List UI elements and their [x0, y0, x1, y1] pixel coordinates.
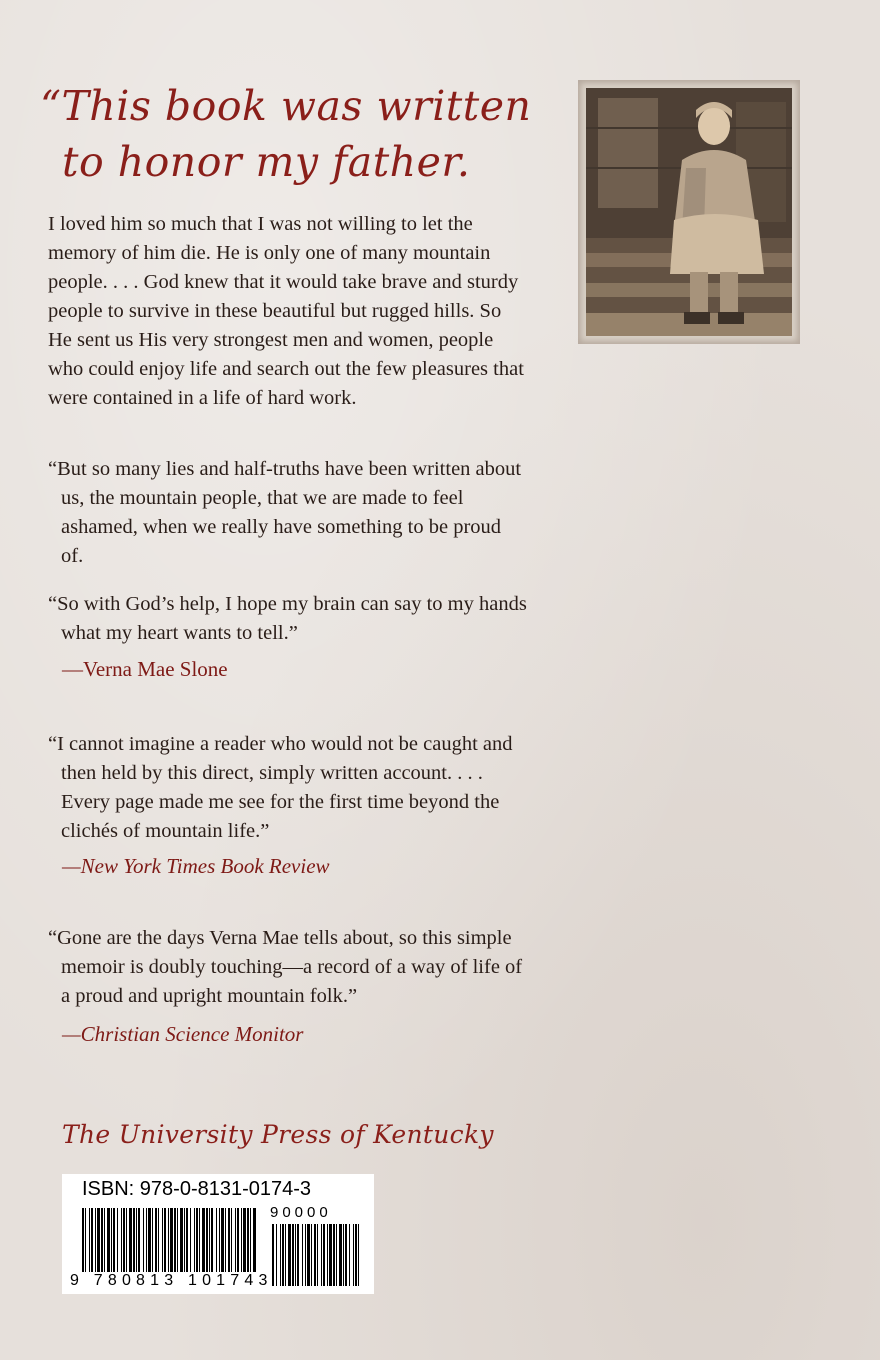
price-bar: [311, 1224, 312, 1286]
barcode-bar: [180, 1208, 183, 1272]
barcode-bar: [219, 1208, 220, 1272]
barcode-bar: [82, 1208, 84, 1272]
intro-paragraph-1: [48, 210, 528, 413]
barcode-bar: [146, 1208, 147, 1272]
barcode-bar: [225, 1208, 226, 1272]
barcode-bar: [101, 1208, 103, 1272]
barcode-bar: [138, 1208, 140, 1272]
barcode-bar: [241, 1208, 242, 1272]
barcode-bar: [162, 1208, 163, 1272]
barcode-bar: [194, 1208, 195, 1272]
barcode-bar: [129, 1208, 132, 1272]
barcode-bar: [117, 1208, 118, 1272]
barcode-bar: [126, 1208, 127, 1272]
price-bar: [323, 1224, 325, 1286]
price-bar: [285, 1224, 286, 1286]
barcode-bar: [113, 1208, 115, 1272]
barcode-bar: [121, 1208, 122, 1272]
review-2: [48, 924, 528, 1011]
barcode-bar: [231, 1208, 232, 1272]
barcode-bar: [250, 1208, 251, 1272]
barcode-bar: [196, 1208, 198, 1272]
barcode-bar: [155, 1208, 157, 1272]
author-photo-frame: [578, 80, 800, 344]
barcode-bar: [235, 1208, 236, 1272]
barcode-bar: [216, 1208, 217, 1272]
barcode-bar: [164, 1208, 166, 1272]
price-bar: [295, 1224, 296, 1286]
price-bar: [329, 1224, 332, 1286]
barcode-bar: [85, 1208, 86, 1272]
barcode-bar: [186, 1208, 188, 1272]
author-photo-illustration: [586, 88, 792, 336]
barcode-bar: [184, 1208, 185, 1272]
price-bar: [280, 1224, 281, 1286]
barcode-bar: [97, 1208, 100, 1272]
headline-line-2: to honor my father.: [62, 138, 471, 186]
price-bar: [305, 1224, 306, 1286]
barcode-bar: [243, 1208, 246, 1272]
barcode-bar: [177, 1208, 178, 1272]
barcode-bar: [111, 1208, 112, 1272]
isbn-label: ISBN: 978-0-8131-0174-3: [82, 1178, 312, 1200]
price-bar: [358, 1224, 359, 1286]
isbn-barcode: [62, 1174, 374, 1294]
barcode-bar: [158, 1208, 159, 1272]
barcode-bar: [221, 1208, 224, 1272]
barcode-bar: [174, 1208, 176, 1272]
price-bar: [314, 1224, 316, 1286]
barcode-bar: [104, 1208, 105, 1272]
price-bar: [276, 1224, 277, 1286]
barcode-bar: [170, 1208, 173, 1272]
barcode-bar: [202, 1208, 205, 1272]
price-bar: [349, 1224, 350, 1286]
price-bar: [288, 1224, 291, 1286]
paragraph-1-text: I loved him so much that I was not willing to let the memory of him die. He is only one of many mountain people. . . . God knew that it would take brave and sturdy people to survive in these beautiful but rugged hills. So He sent us His very strongest men and women, people who could enjoy life and search out the few pleasures that were contained in a life of hard work.: [48, 213, 524, 409]
review-1: [48, 730, 528, 846]
price-bar: [282, 1224, 284, 1286]
barcode-bar: [237, 1208, 239, 1272]
barcode-bar: [133, 1208, 135, 1272]
paragraph-3-text: “So with God’s help, I hope my brain can say to my hands what my heart wants to tell.”: [48, 593, 527, 644]
author-attribution: —Verna Mae Slone: [62, 657, 228, 681]
price-code: 90000: [270, 1204, 332, 1221]
barcode-bar: [209, 1208, 210, 1272]
barcode-bar: [168, 1208, 169, 1272]
barcode-bar: [143, 1208, 144, 1272]
review-2-source: —Christian Science Monitor: [62, 1022, 304, 1046]
barcode-bar: [206, 1208, 208, 1272]
price-bar: [336, 1224, 337, 1286]
headline-line-1: “This book was written: [40, 82, 532, 130]
price-bar: [317, 1224, 318, 1286]
barcode-bar: [148, 1208, 151, 1272]
price-bar: [343, 1224, 344, 1286]
paragraph-2-text: “But so many lies and half-truths have been written about us, the mountain people, that we are made to feel ashamed, when we really have something to be proud of.: [48, 458, 522, 567]
barcode-bar: [211, 1208, 213, 1272]
intro-paragraph-3: [48, 590, 528, 648]
barcode-bar: [190, 1208, 191, 1272]
price-bar: [333, 1224, 335, 1286]
price-bar: [355, 1224, 357, 1286]
barcode-bar: [152, 1208, 153, 1272]
barcode-bar: [95, 1208, 96, 1272]
price-bar: [292, 1224, 294, 1286]
price-bar: [302, 1224, 303, 1286]
back-cover-headline: [40, 78, 540, 190]
barcode-bar: [199, 1208, 200, 1272]
review-1-quote: “I cannot imagine a reader who would not be caught and then held by this direct, simply written account. . . . Every page made me see for the first time beyond the clichés of mountain life.”: [48, 733, 513, 842]
barcode-bar: [228, 1208, 230, 1272]
barcode-bar: [107, 1208, 110, 1272]
barcode-bar: [91, 1208, 93, 1272]
intro-paragraph-2: [48, 455, 528, 571]
price-bar: [353, 1224, 354, 1286]
price-bar: [345, 1224, 347, 1286]
author-photo: [586, 88, 792, 336]
price-bar: [307, 1224, 310, 1286]
barcode-bar: [253, 1208, 256, 1272]
review-2-quote: “Gone are the days Verna Mae tells about, so this simple memoir is doubly touching—a record of a way of life of a proud and upright mountain folk.”: [48, 927, 523, 1007]
barcode-bar: [247, 1208, 249, 1272]
price-bar: [327, 1224, 328, 1286]
review-1-source: —New York Times Book Review: [62, 854, 330, 878]
price-bar: [339, 1224, 342, 1286]
price-bar: [297, 1224, 299, 1286]
price-bar: [321, 1224, 322, 1286]
barcode-bar: [136, 1208, 137, 1272]
barcode-bar: [89, 1208, 90, 1272]
publisher-name: The University Press of Kentucky: [62, 1120, 494, 1149]
barcode-bar: [123, 1208, 125, 1272]
barcode-digits: 9 780813 101743: [70, 1272, 273, 1289]
